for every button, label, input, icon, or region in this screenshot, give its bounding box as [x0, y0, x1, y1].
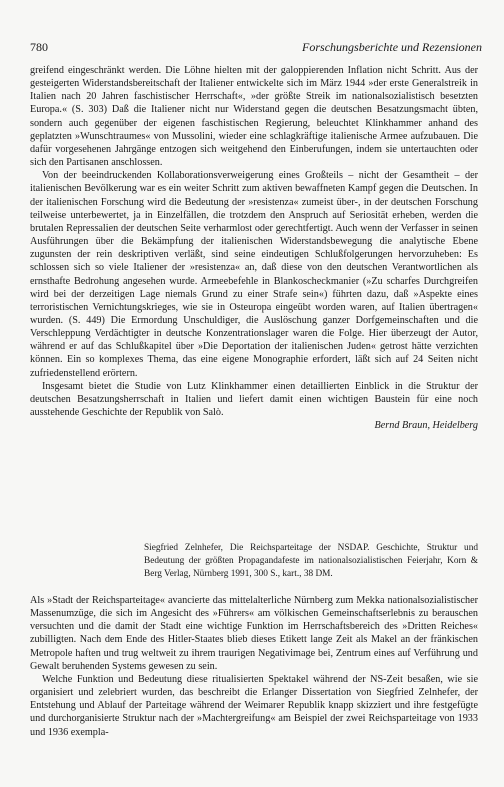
- review-1-text: [30, 64, 478, 432]
- page-header: [30, 40, 482, 58]
- bibliographic-entry: Siegfried Zelnhefer, Die Reichsparteitage der NSDAP. Geschichte, Struktur und Bedeutung der größten Propagandafeste im nationalsozialistischen Feierjahr, Korn & Berg Verlag, Nürnberg 1991, 300 S., kart., 38 DM.: [144, 543, 478, 579]
- paragraph: Welche Funktion und Bedeutung diese ritualisierten Spektakel während der NS-Zeit besaßen, wie sie organisiert und zelebriert wurden, das beschreibt die Erlanger Dissertation von Siegfried Zelnhefer, der Entstehung und Ablauf der Parteitage während der Weimarer Republik knapp skizziert und ihre festgefügte und durchorganisierte Struktur nach der »Machtergreifung« am Beispiel der zwei Reichsparteitage von 1933 und 1936 exempla-: [30, 673, 478, 738]
- paragraph: greifend eingeschränkt werden. Die Löhne hielten mit der galoppierenden Inflation nicht Schritt. Aus der gesteigerten Widerstandsbereitschaft der Italiener entwickelte sich im März 1944 »der erste Generalstreik in Italien nach 20 Jahren faschistischer Herrschaft«, »der größte Streik im nationalsozialistisch besetzten Europa.« (S. 303) Daß die Italiener nicht nur Widerstand gegen die deutschen Besatzungsmacht übten, sondern auch gegenüber der eigenen faschistischen Regierung, beleuchtet Klinkhammer anhand des geplatzten »Wunschtraumes« von Mussolini, wieder eine schlagkräftige italienische Armee aufzubauen. Die dafür vorgesehenen Jahrgänge entzogen sich weitgehend den Einberufungen, indem sie untertauchten oder sich den Partisanen anschlossen.: [30, 65, 478, 169]
- page-number: 780: [30, 40, 48, 54]
- reviewer-signature: Bernd Braun, Heidelberg: [374, 420, 478, 432]
- paragraph: Als »Stadt der Reichsparteitage« avancierte das mittelalterliche Nürnberg zum Mekka nationalsozialistischer Massenumzüge, die sich im Angesicht des »Führers« am völkischen Gemeinschaftserlebnis zu berauschen versuchten und die damit der Stadt eine wichtige Funktion im Herrschaftsbereich des »Dritten Reiches« zubilligten. Nach dem Ende des Hitler-Staates blieb dieses Etikett lange Zeit als Makel an der fränkischen Metropole haften und trug weltweit zu ihrem traurigen Negativimage bei, Zentrum eines auf Verführung und Gewalt beruhenden Systems gewesen zu sein.: [30, 595, 478, 672]
- review-2-text: [30, 594, 478, 739]
- paragraph: Von der beeindruckenden Kollaborationsverweigerung eines Großteils – nicht der Gesamtheit – der italienischen Bevölkerung war es ein weiter Schritt zum aktiven bewaffneten Kampf gegen die Deutschen. In der italienischen Forschung wird die Bedeutung der »resistenza« zumeist über-, in der deutschen Forschung teilweise unterbewertet, ja in Einzelfällen, die trotzdem den Anspruch auf Seriosität erheben, werden die brutalen Repressalien der deutschen Seite verharmlost oder gerechtfertigt. Auch wenn der Verfasser in seinen Ausführungen über die Bekämpfung der italienischen Widerstandsbewegung die analytische Ebene zugunsten der rein deskriptiven verläßt, sind seine eindeutigen Schlußfolgerungen hervorzuheben: Es schlossen sich so viele Italiener der »resistenza« an, daß diese von den deutschen Verantwortlichen als ernsthafte Bedrohung angesehen wurde. Armeebefehle in Blankoscheckmanier (»Zu scharfes Durchgreifen wird bei der derzeitigen Lage niemals Grund zu einer Strafe sein«) führten dazu, daß »Aspekte eines terroristischen Vernichtungskrieges, wie sie in Osteuropa eingeübt worden waren, auf Italien übertragen« wurden. (S. 449) Die Ermordung Unschuldiger, die Auslöschung ganzer Dorfgemeinschaften und die Verschleppung Verdächtigter in deutsche Konzentrationslager waren die Folge. Hier überzeugt der Autor, während er auf das Schlußkapitel über »Die Deportation der italienischen Juden« getrost hätte verzichten können. Ein so komplexes Thema, das eine eigene Monographie erfordert, läßt sich auf 24 Seiten nicht zufriedenstellend erörtern.: [30, 170, 478, 379]
- paragraph: Insgesamt bietet die Studie von Lutz Klinkhammer einen detaillierten Einblick in die Struktur der deutschen Besatzungsherrschaft in Italien und liefert damit einen wichtigen Baustein für eine noch ausstehende Geschichte der Republik von Salò.: [30, 380, 478, 419]
- running-head: Forschungsberichte und Rezensionen: [302, 40, 482, 54]
